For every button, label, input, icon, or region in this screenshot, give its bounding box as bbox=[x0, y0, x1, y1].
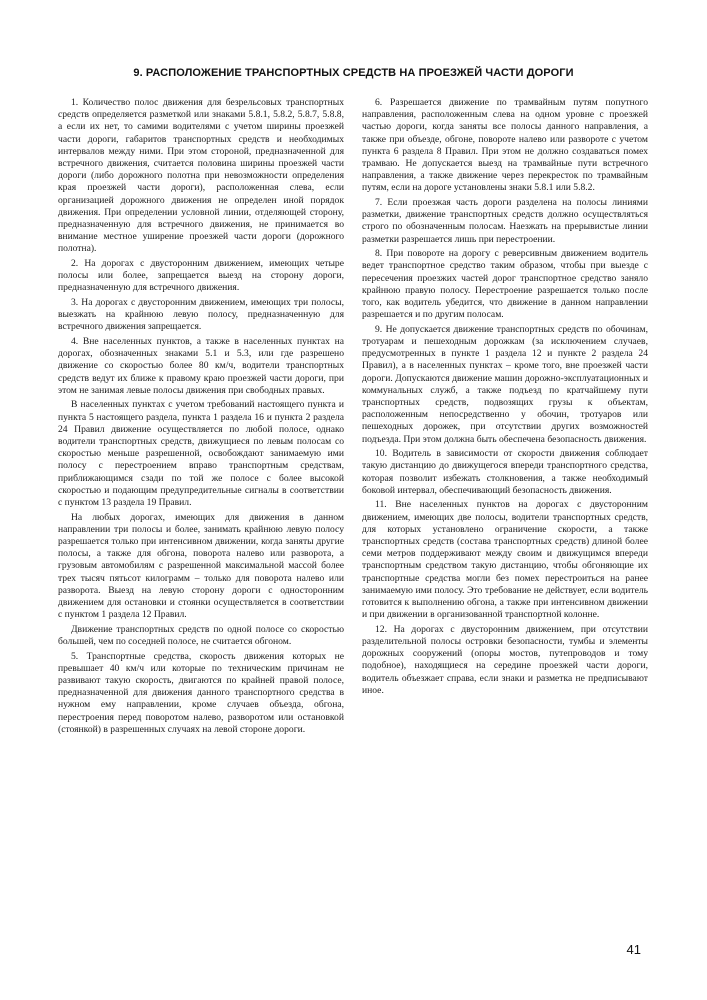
paragraph: 7. Если проезжая часть дороги разделена на полосы линиями разметки, движение транспортных средств должно осуществляться строго по обозначенным полосам. Наезжать на прерывистые линии разметки разрешается лишь при перестроении. bbox=[362, 197, 648, 245]
paragraph: 10. Водитель в зависимости от скорости движения соблюдает такую дистанцию до движущегося впереди транспортного средства, которая позволит избежать столкновения, а также необходимый боковой интервал, обеспечивающий безопасность движения. bbox=[362, 448, 648, 496]
paragraph: 5. Транспортные средства, скорость движения которых не превышает 40 км/ч или которые по техническим причинам не развивают такую скорость, двигаются по крайней правой полосе, предназначенной для движения данного транспортного средства в нужном ему направлении, кроме случаев объезда, обгона, перестроения перед поворотом налево, разворотом или остановкой (стоянкой) в разрешенных случаях на левой стороне дороги. bbox=[58, 650, 344, 735]
right-column bbox=[362, 97, 648, 699]
paragraph: 1. Количество полос движения для безрельсовых транспортных средств определяется разметкой или знаками 5.8.1, 5.8.2, 5.8.7, 5.8.8, а если их нет, то самими водителями с учетом ширины проезжей части дороги, габаритов транспортных средств и необходимых интервалов между ними. При этом стороной, предназначенной для встречного движения, считается половина ширины проезжей части дороги (либо дорожного полотна при невозможности определения края проезжей части дороги), расположенная слева, если организацией дорожного движения не определен иной порядок движения. При определении условной линии, отделяющей сторону, предназначенную для встречного движения, не принимается во внимание местное уширение проезжей части дороги (дорожного полотна). bbox=[58, 97, 344, 255]
paragraph: 8. При повороте на дорогу с реверсивным движением водитель ведет транспортное средство таким образом, чтобы при выезде с пересечения проезжих частей дорог транспортное средство заняло крайнюю правую полосу. Перестроение разрешается только после того, как водитель убедится, что движение в данном направлении разрешается и по другим полосам. bbox=[362, 248, 648, 321]
section-title: 9. РАСПОЛОЖЕНИЕ ТРАНСПОРТНЫХ СРЕДСТВ НА ПРОЕЗЖЕЙ ЧАСТИ ДОРОГИ bbox=[133, 67, 574, 79]
paragraph: 6. Разрешается движение по трамвайным путям попутного направления, расположенным слева на одном уровне с проезжей частью дороги, когда заняты все полосы данного направления, а также при объезде, обгоне, повороте налево или развороте с учетом пункта 6 раздела 8 Правил. При этом не должно создаваться помех трамваю. Не допускается выезд на трамвайные пути встречного направления, а также движение через перекресток по трамвайным путям, если на дороге установлены знаки 5.8.1 или 5.8.2. bbox=[362, 97, 648, 194]
paragraph: 12. На дорогах с двусторонним движением, при отсутствии разделительной полосы островки безопасности, тумбы и элементы дорожных сооружений (опоры мостов, путепроводов и тому подобное), находящиеся на середине проезжей части дороги, водитель объезжает справа, если знаки и разметка не предписывают иное. bbox=[362, 623, 648, 696]
paragraph: На любых дорогах, имеющих для движения в данном направлении три полосы и более, занимать крайнюю левую полосу разрешается только при интенсивном движении, когда заняты другие полосы, а также для обгона, поворота налево или разворота, а грузовым автомобилям с разрешенной максимальной массой более трех тысяч пятьсот килограмм – только для поворота налево или разворота. Выезд на левую сторону дороги с односторонним движением для остановки и стоянки осуществляется в соответствии с пунктом 1 раздела 12 Правил. bbox=[58, 511, 344, 621]
paragraph: 2. На дорогах с двусторонним движением, имеющих четыре полосы или более, запрещается выезд на сторону дороги, предназначенную для встречного движения. bbox=[58, 258, 344, 294]
paragraph: 9. Не допускается движение транспортных средств по обочинам, тротуарам и пешеходным дорожкам (за исключением случаев, предусмотренных в пункте 1 раздела 12 и пункте 2 раздела 24 Правил), а в населенных пунктах – кроме того, вне проезжей части дороги. Допускаются движение машин дорожно-эксплуатационных и коммунальных служб, а также подъезд по кратчайшему пути транспортных средств, подвозящих грузы к объектам, расположенным непосредственно у обочин, тротуаров или пешеходных дорожек, при отсутствии других возможностей подъезда. При этом должна быть обеспечена безопасность движения. bbox=[362, 323, 648, 445]
paragraph: В населенных пунктах с учетом требований настоящего пункта и пункта 5 настоящего раздела, пункта 1 раздела 16 и пункта 2 раздела 24 Правил движение осуществляется по любой полосе, однако водители транспортных средств, движущиеся по левым полосам со скоростью меньше разрешенной, освобождают занимаемую ими полосу с перестроением вправо транспортным средствам, приближающимся сзади по той же полосе с более высокой скоростью и подающим предупредительные сигналы в соответствии с пунктом 13 раздела 19 Правил. bbox=[58, 399, 344, 509]
page-number: 41 bbox=[626, 942, 641, 957]
paragraph: Движение транспортных средств по одной полосе со скоростью большей, чем по соседней полосе, не считается обгоном. bbox=[58, 623, 344, 648]
paragraph: 4. Вне населенных пунктов, а также в населенных пунктах на дорогах, обозначенных знаками 5.1 и 5.3, или где разрешено движение со скоростью более 80 км/ч, водители транспортных средств ведут их ближе к правому краю проезжей части дороги, при этом не занимая левые полосы движения при свободных правых. bbox=[58, 336, 344, 396]
left-column bbox=[58, 97, 344, 738]
paragraph: 11. Вне населенных пунктов на дорогах с двусторонним движением, имеющих две полосы, водители транспортных средств, для которых установлено ограничение скорости, а также транспортных средств (состава транспортных средств) длиной более семи метров поддерживают между своим и движущимся впереди транспортным средством такую дистанцию, чтобы обгоняющие их транспортные средства могли без помех перестроиться на ранее занимаемую ими полосу. Это требование не действует, если водитель готовится к выполнению обгона, а также при интенсивном движении и при движении в организованной транспортной колонне. bbox=[362, 499, 648, 621]
paragraph: 3. На дорогах с двусторонним движением, имеющих три полосы, выезжать на крайнюю левую полосу, предназначенную для встречного движения запрещается. bbox=[58, 297, 344, 333]
